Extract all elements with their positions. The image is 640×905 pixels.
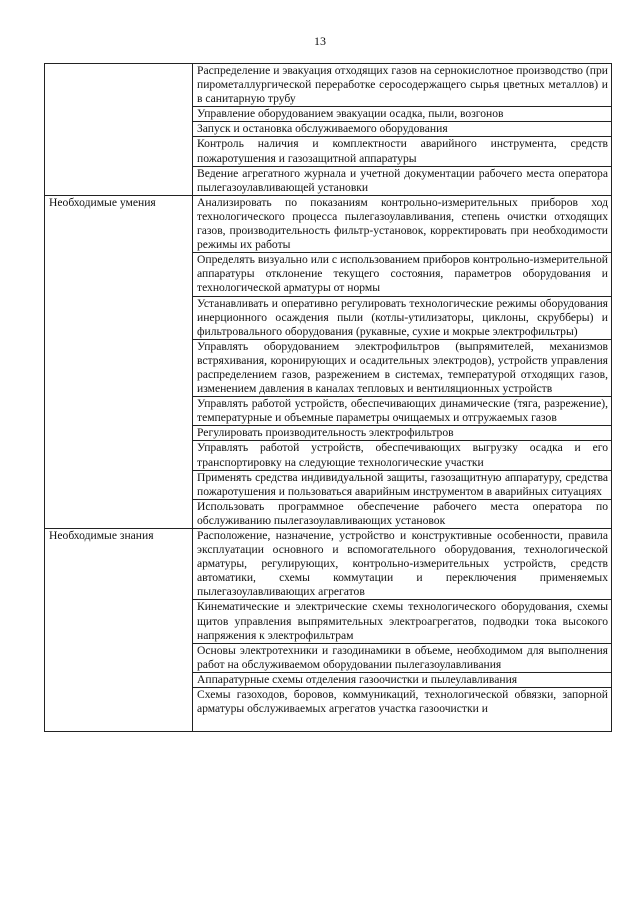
table-cell: Основы электротехники и газодинамики в объеме, необходимом для выполнения работ на обслуживаемом оборудовании пылегазоулавливания xyxy=(193,643,612,672)
table-cell: Контроль наличия и комплектности аварийного инструмента, средств пожаротушения и газозащитной аппаратуры xyxy=(193,137,612,166)
page-number: 13 xyxy=(314,34,326,48)
table-cell: Регулировать производительность электрофильтров xyxy=(193,426,612,441)
table-cell: Управлять работой устройств, обеспечивающих выгрузку осадка и его транспортировку на следующие технологические участки xyxy=(193,441,612,470)
section-label xyxy=(45,64,193,196)
table-cell: Управлять оборудованием электрофильтров (выпрямителей, механизмов встряхивания, коронирующих и осадительных электродов), устройств управления распределением газов, разрежением в системах, температурой отходящих газов, изменением давления в каналах тепловых и вентиляционных устройств xyxy=(193,339,612,396)
section-label-skills: Необходимые умения xyxy=(45,195,193,528)
table-cell: Управлять работой устройств, обеспечивающих динамические (тяга, разрежение), температурные и объемные параметры очищаемых и отгружаемых газов xyxy=(193,397,612,426)
table-cell: Запуск и остановка обслуживаемого оборудования xyxy=(193,122,612,137)
table-cell: Устанавливать и оперативно регулировать технологические режимы оборудования инерционного осаждения пыли (котлы-утилизаторы, циклоны, скрубберы) и фильтровального оборудования (рукавные, сухие и мокрые электрофильтры) xyxy=(193,296,612,339)
section-label-knowledge: Необходимые знания xyxy=(45,529,193,732)
table-cell: Распределение и эвакуация отходящих газов на сернокислотное производство (при пирометаллургической переработке серосодержащего сырья цветных металлов) и в санитарную трубу xyxy=(193,64,612,107)
table-row xyxy=(45,529,612,600)
table-cell: Анализировать по показаниям контрольно-измерительных приборов ход технологического процесса пылегазоулавливания, степень очистки отходящих газов, производительность фильтр-установок, корректировать при необходимости режимы их работы xyxy=(193,195,612,252)
table-cell: Применять средства индивидуальной защиты, газозащитную аппаратуру, средства пожаротушения и пользоваться аварийным инструментом в аварийных ситуациях xyxy=(193,470,612,499)
table-cell-continued xyxy=(193,688,612,732)
table-cell: Управление оборудованием эвакуации осадка, пыли, возгонов xyxy=(193,107,612,122)
table-row xyxy=(45,195,612,252)
table-cell: Аппаратурные схемы отделения газоочистки и пылеулавливания xyxy=(193,672,612,687)
table-row xyxy=(45,64,612,107)
table-cell: Расположение, назначение, устройство и конструктивные особенности, правила эксплуатации основного и вспомогательного оборудования, технологической арматуры, регулирующих, контрольно-измерительных устройств, средств автоматики, схемы коммутации и переключения применяемых пылегазоулавливающих агрегатов xyxy=(193,529,612,600)
cut-text: Схемы газоходов, боровов, коммуникаций, технологической обвязки, запорной арматуры обслуживаемых агрегатов участка газоочистки и xyxy=(197,688,608,716)
table-cell: Кинематические и электрические схемы технологического оборудования, схемы щитов управления выпрямительных электроагрегатов, подводки тока высокого напряжения к электрофильтрам xyxy=(193,600,612,643)
table-cell: Определять визуально или с использованием приборов контрольно-измерительной аппаратуры отклонение текущего состояния, параметров оборудования и технологической арматуры от нормы xyxy=(193,253,612,296)
table-cell: Использовать программное обеспечение рабочего места оператора по обслуживанию пылегазоулавливающих установок xyxy=(193,499,612,528)
requirements-table xyxy=(44,63,612,732)
table-cell: Ведение агрегатного журнала и учетной документации рабочего места оператора пылегазоулавливающей установки xyxy=(193,166,612,195)
